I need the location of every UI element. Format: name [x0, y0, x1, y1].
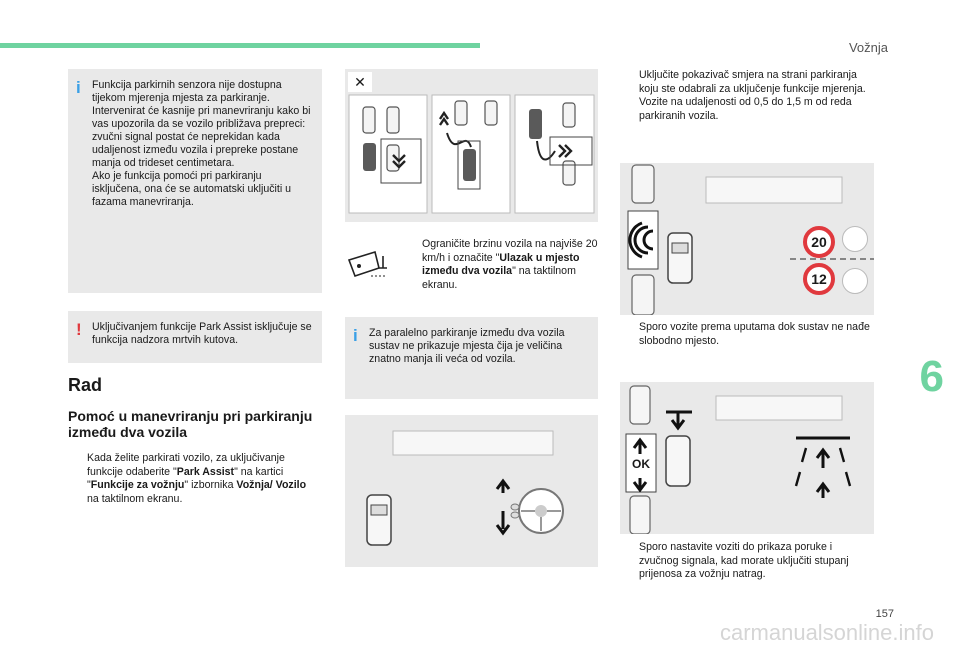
- speed-instruction: Ograničite brzinu vozila na najviše 20 km/h i označite "Ulazak u mjesto između dva vozila" na taktilnom ekranu.: [422, 238, 598, 291]
- speed-sign-icon: 12: [803, 263, 835, 295]
- spot-found-diagram: [620, 382, 874, 534]
- section-heading: Rad: [68, 375, 103, 395]
- info-icon: i: [76, 78, 81, 97]
- watermark: carmanualsonline.info: [719, 620, 934, 645]
- steering-diagram: [345, 415, 598, 567]
- chapter-number: 6: [919, 352, 944, 401]
- steering-illustration: [345, 415, 598, 567]
- slow-drive-instruction: Sporo vozite prema uputama dok sustav ne nađe slobodno mjesto.: [639, 321, 870, 347]
- info-note-text: Funkcija parkirnih senzora nije dostupna tijekom mjerenja mjesta za parkiranje. Intervenirat će kasnije pri manevriranju kako bi vas upozorila da se vozilo približava prepreci: zvučni signal postat će neprekidan kada udaljenost između vozila i prepreke postane manja od trideset centimetara.: [92, 79, 311, 169]
- subsection-heading: Pomoć u manevriranju pri parkiranju između dva vozila: [68, 408, 313, 440]
- warning-icon: !: [76, 320, 82, 339]
- info-note-parallel: [345, 317, 598, 399]
- park-assist-icon: [345, 238, 393, 284]
- park-assist-screen-illustration: [345, 69, 598, 222]
- measuring-diagram: [620, 163, 874, 315]
- parking-mode-options: [345, 69, 598, 222]
- info-note-text: Za paralelno parkiranje između dva vozila sustav ne prikazuje mjesta čija je veličina znatno manja ili veća od vozila.: [369, 327, 565, 365]
- warning-note: [68, 311, 322, 363]
- info-note-text-2: Ako je funkcija pomoći pri parkiranju isključena, ona će se automatski uključiti u fazama manevriranja.: [92, 170, 292, 208]
- spot-found-illustration: [620, 382, 874, 534]
- steering-wheel-icon: [842, 226, 868, 252]
- indicator-instruction: Uključite pokazivač smjera na strani parkiranja koju ste odabrali za uključenje funkcije mjerenja. Vozite na udaljenosti od 0,5 do 1,5 m od reda parkiranih vozila.: [639, 69, 866, 122]
- header-accent-bar: [0, 43, 480, 48]
- page-number: 157: [875, 608, 894, 620]
- section-title: Vožnja: [848, 40, 888, 55]
- warning-note-text: Uključivanjem funkcije Park Assist isključuje se funkcija nadzora mrtvih kutova.: [92, 321, 312, 346]
- info-note-sensors: [68, 69, 322, 293]
- measuring-illustration: [620, 163, 874, 315]
- reverse-gear-instruction: Sporo nastavite voziti do prikaza poruke i zvučnog signala, kad morate uključiti stupanj prijenosa za vožnju natrag.: [639, 541, 849, 580]
- car-icon: [668, 233, 692, 283]
- speed-sign-icon: 20: [803, 226, 835, 258]
- close-icon: ✕: [348, 72, 372, 92]
- ok-label: OK: [632, 457, 650, 471]
- car-icon: [666, 436, 690, 486]
- instruction-paragraph-1: Kada želite parkirati vozilo, za uključivanje funkcije odaberite "Park Assist" na kartici "Funkcije za vožnju" izbornika Vožnja/ Vozilo na taktilnom ekranu.: [87, 452, 307, 505]
- car-icon: [367, 495, 391, 545]
- steering-wheel-icon: [842, 268, 868, 294]
- info-icon: i: [353, 326, 358, 345]
